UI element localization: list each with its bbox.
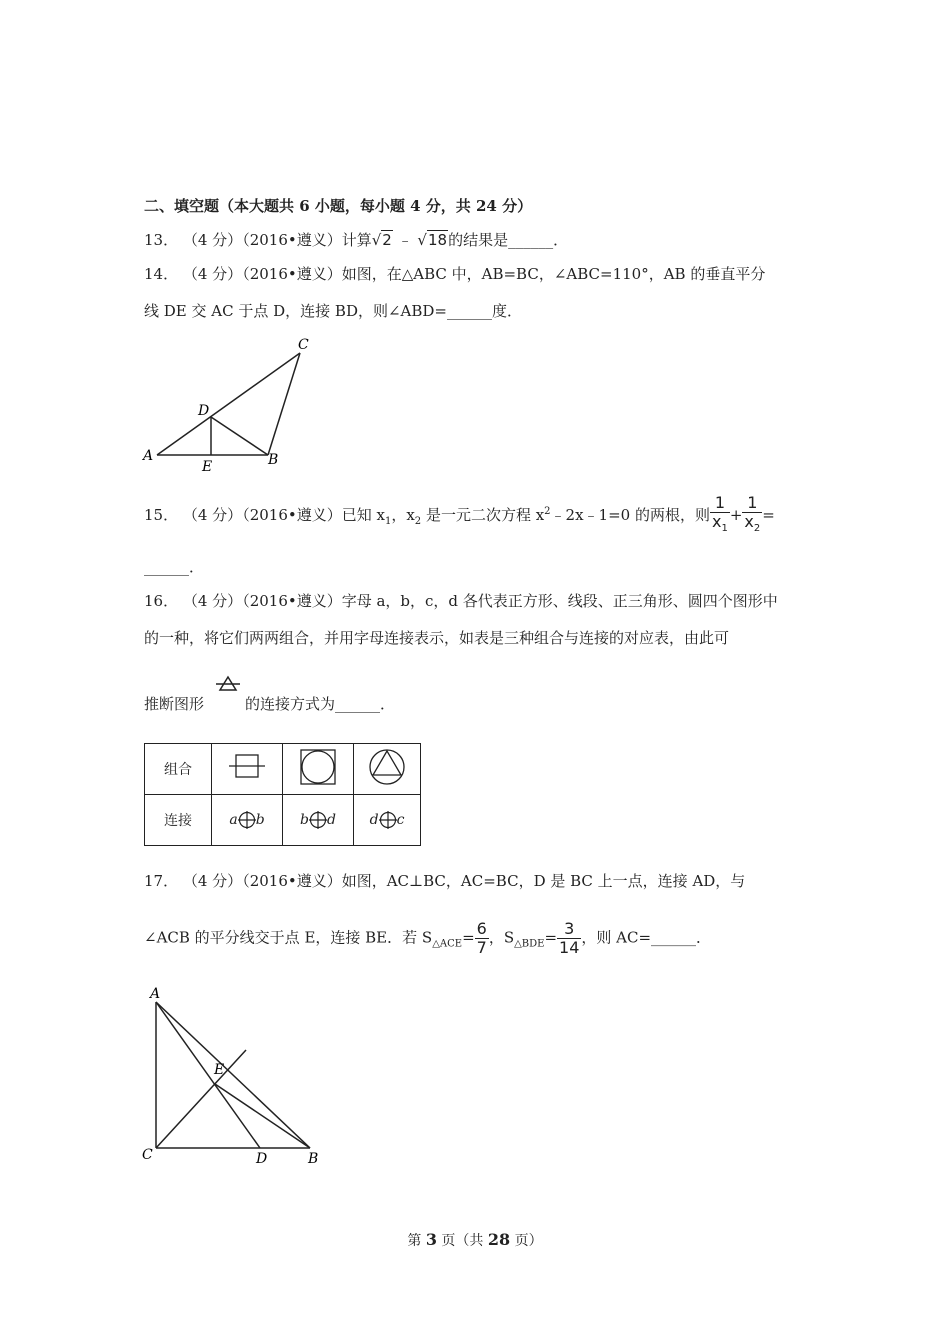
q16-line3a: 推断图形 [144,695,205,713]
question-17-line2 [144,920,711,957]
question-14-line1 [144,263,765,284]
connect-cell [354,795,421,846]
segment-ab [156,1002,310,1148]
combo-cell [212,744,283,795]
q15-eq: = [762,506,775,525]
table-row [145,744,421,795]
label-d: D [198,403,210,419]
q17-number: 17． [144,872,179,890]
q15-number: 15． [144,506,179,525]
q13-op: ﹣ [397,231,413,249]
frac-den: 7 [476,938,487,957]
q14-line2: 线 DE 交 AC 于点 D，连接 BD，则∠ABD=______度． [144,302,522,320]
q17-source: （2016•遵义） [242,872,342,890]
q16-line2: 的一种，将它们两两组合，并用字母连接表示，如表是三种组合与连接的对应表，由此可 [144,629,730,647]
q15-text-d: ﹣2x﹣1=0 的两根，则 [550,506,710,525]
label-e: E [214,1062,225,1078]
conn-left: b [300,812,309,828]
square-circle-icon [298,747,338,787]
footer-mid: 页（共 [436,1233,488,1249]
q16-source: （2016•遵义） [242,592,342,610]
q16-line1: 字母 a，b，c，d 各代表正方形、线段、正三角形、圆四个图形中 [341,592,778,610]
frac-num: 1 [710,494,730,513]
q13-number: 13． [144,231,179,249]
conn-right: b [255,812,265,828]
q13-text-pre: 计算 [341,231,372,249]
label-e: E [202,459,213,475]
question-13 [144,229,568,250]
q15-plus: + [729,506,743,525]
frac-num: 3 [557,920,581,939]
q17-sub-bde: △BDE [514,938,545,950]
conn-left: a [229,812,238,828]
circle-plus-icon [309,811,327,829]
footer-total-pages: 28 [487,1230,511,1249]
sqrt-sign: √ [371,231,382,249]
row-header-combo: 组合 [145,744,212,795]
question-17-line1 [144,870,745,891]
footer-pre: 第 [407,1233,426,1249]
frac-den: 14 [559,938,580,957]
label-c: C [142,1147,153,1163]
square-line-icon [227,750,267,784]
segment-bc [268,353,300,455]
q15-score: （4 分） [182,506,243,525]
segment-ad [156,1002,260,1148]
q15-text-b: ，x [391,506,415,525]
frac-den-x: x [711,512,722,531]
q15-fraction-2 [742,494,762,538]
q17-eq1: = [462,928,475,947]
connect-cell [212,795,283,846]
combo-cell [354,744,421,795]
q15-sub1: 1 [384,516,392,528]
segment-be [215,1084,310,1148]
label-b: B [268,452,279,468]
q15-fraction-1 [710,494,730,538]
q15-text-c: 是一元二次方程 x [421,506,545,525]
footer-page-number: 3 [425,1230,437,1249]
q13-sqrt2: 18 [427,231,448,249]
frac-num: 6 [476,919,487,938]
q14-line1: 如图，在△ABC 中，AB=BC，∠ABC=110°，AB 的垂直平分 [341,265,766,283]
conn-left: d [369,812,379,828]
q17-score: （4 分） [182,872,243,890]
q17-line1: 如图，AC⊥BC，AC=BC，D 是 BC 上一点，连接 AD，与 [341,872,746,890]
label-b: B [308,1151,319,1167]
label-a: A [150,986,161,1002]
combination-table [144,743,421,846]
circle-plus-icon [238,811,256,829]
label-a: A [143,448,154,464]
q14-source: （2016•遵义） [242,265,342,283]
q16-score: （4 分） [182,592,243,610]
connect-cell [283,795,354,846]
table-row [145,795,421,846]
q17-line2c: ，则 AC=______． [581,928,712,947]
sqrt-sign: √ [417,231,427,249]
frac-den-x: x [744,512,754,531]
frac-den-sub: 1 [721,523,728,535]
q17-fraction-2 [557,920,581,957]
q17-line2a: ∠ACB 的平分线交于点 E，连接 BE．若 S [144,928,433,947]
question-16-line1 [144,590,778,611]
q17-right-triangle-figure [138,985,328,1170]
q13-score: （4 分） [182,231,243,249]
frac-den-sub: 2 [753,523,761,535]
q14-number: 14． [144,265,179,283]
circle-triangle-icon [367,747,407,787]
circle-plus-icon [379,811,397,829]
combo-cell [283,744,354,795]
frac-den [742,513,762,538]
question-15 [144,494,775,538]
q17-eq2: = [544,928,558,947]
q14-score: （4 分） [182,265,243,283]
q17-line2b: ，S [488,928,515,947]
q17-fraction-1 [475,920,489,957]
q15-blank: ______． [144,558,205,576]
q13-text-post: 的结果是______． [448,231,569,249]
footer-post: 页） [510,1233,543,1249]
frac-num: 1 [742,494,762,513]
label-d: D [256,1151,268,1167]
conn-right: d [327,812,336,828]
q13-source: （2016•遵义） [242,231,342,249]
page-footer [0,1230,950,1250]
segment-bd [211,417,268,455]
q15-text-a: 已知 x [341,506,385,525]
frac-den [710,513,730,538]
triangle-line-figure-icon [214,674,242,696]
label-c: C [298,337,309,353]
q15-source: （2016•遵义） [242,506,342,525]
q15-sub2: 2 [414,516,422,528]
conn-right: c [396,812,405,828]
q16-number: 16． [144,592,179,610]
section-title: 二、填空题（本大题共 6 小题，每小题 4 分，共 24 分） [144,197,533,215]
q17-sub-ace: △ACE [432,938,463,950]
row-header-connect: 连接 [145,795,212,846]
q13-sqrt1: 2 [382,231,392,249]
q15-sup: 2 [544,506,551,518]
q16-line3b: 的连接方式为______． [245,695,396,713]
q14-triangle-figure [140,335,320,475]
segment-ac [157,353,300,455]
